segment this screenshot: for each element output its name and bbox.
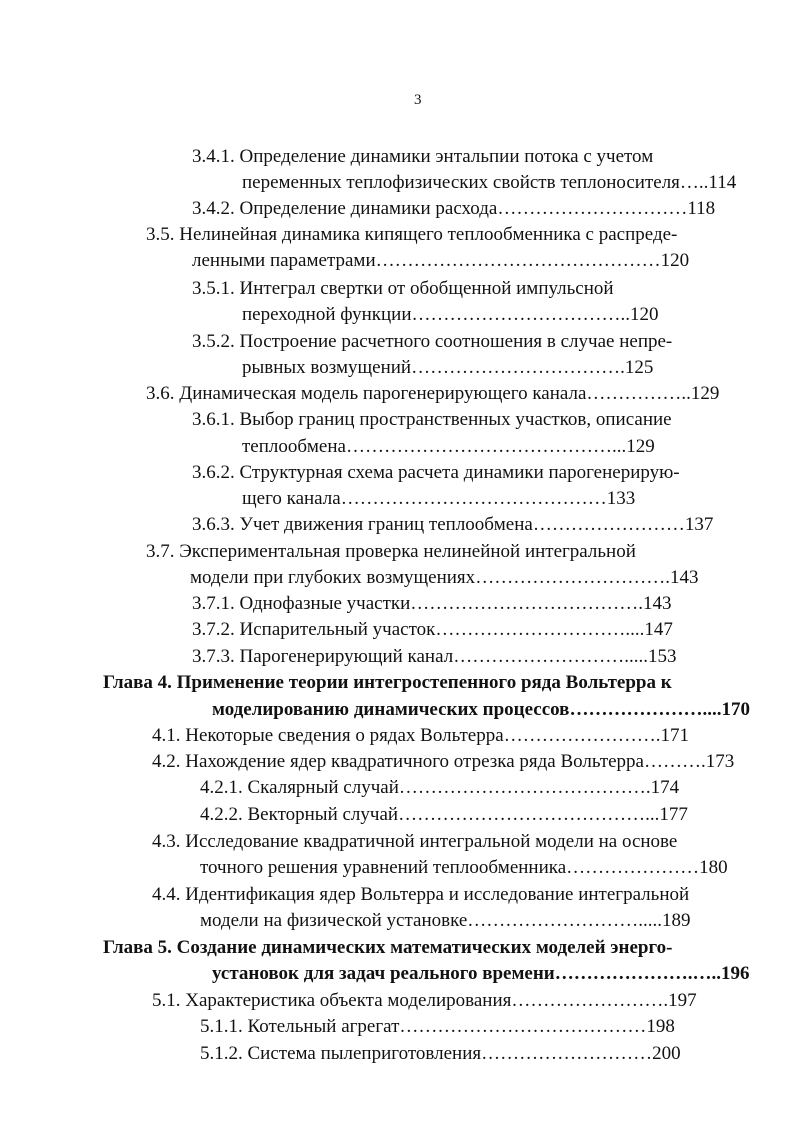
toc-page-ref: 120 [630,304,659,325]
toc-line [146,224,677,246]
toc-leader: ……………………. [511,990,669,1011]
toc-page-ref: 173 [705,751,735,772]
toc-title: 3.4.2. Определение динамики расхода [192,198,498,219]
toc-chapter-line [103,937,672,959]
toc-page-ref: 143 [643,593,672,614]
toc-leader: ………………………..... [467,910,663,931]
toc-title: 3.7. Экспериментальная проверка нелинейной интегральной [146,541,636,562]
toc-title: 3.6.2. Структурная схема расчета динамики парогенерирую- [192,462,680,483]
toc-title: 3.6. Динамическая модель парогенерирующего канала [146,383,587,404]
toc-line [200,1016,675,1038]
toc-leader: ……………………………………… [375,250,661,271]
toc-leader: ….. [679,172,709,193]
toc-page-ref: 143 [669,567,699,588]
toc-page-ref: 197 [668,990,697,1011]
toc-line [192,514,713,536]
toc-title: точного решения уравнений теплообменника [200,857,567,878]
toc-leader: ……………………………. [411,357,625,378]
toc-line [192,619,673,641]
toc-line [152,751,734,773]
toc-page-ref: 196 [720,963,750,984]
toc-title: 3.7.1. Однофазные участки [192,593,411,614]
toc-line [200,910,691,932]
toc-line [152,725,689,747]
toc-title: модели на физической установке [200,910,468,931]
toc-page-ref: 180 [699,857,728,878]
toc-title: модели при глубоких возмущениях [190,567,476,588]
toc-page-ref: 137 [684,514,714,535]
toc-title: 3.6.1. Выбор границ пространственных участков, описание [192,409,672,430]
toc-title: установок для задач реального времени [212,963,555,984]
toc-line [152,990,697,1012]
toc-title: 3.7.2. Испарительный участок [192,619,436,640]
toc-leader: …………………………………... [398,804,660,825]
toc-title: 3.5. Нелинейная динамика кипящего теплообменника с распреде- [146,224,678,245]
toc-line [146,541,636,563]
toc-title: 3.5.1. Интеграл свертки от обобщенной импульсной [192,278,614,299]
toc-page-ref: 114 [708,172,737,193]
toc-page-ref: 198 [646,1016,675,1037]
toc-chapter-line [103,672,672,694]
toc-page-ref: 129 [626,436,655,457]
toc-page-ref: 147 [644,619,673,640]
toc-page-ref: 171 [660,725,689,746]
toc-line [192,462,680,484]
toc-title: переходной функции [242,304,412,325]
toc-leader: ……………………… [481,1043,653,1064]
toc-line [192,409,672,431]
toc-title: 5.1. Характеристика объекта моделирования [152,990,512,1011]
toc-title: 5.1.2. Система пылеприготовления [200,1043,482,1064]
toc-leader: ………………….….. [554,963,721,984]
toc-line [242,488,635,510]
toc-page-ref: 118 [687,198,716,219]
toc-line [192,331,672,353]
toc-line [242,172,736,194]
toc-leader: ………………… [566,857,700,878]
toc-title: щего канала [242,488,341,509]
toc-line [192,593,672,615]
toc-leader: ………………………………… [399,1016,647,1037]
toc-chapter-line [212,963,749,985]
toc-title: 5.1.1. Котельный агрегат [200,1016,400,1037]
toc-page-ref: 125 [624,357,654,378]
toc-title: ленными параметрами [192,250,376,271]
toc-line [152,831,677,853]
toc-title: Глава 4. Применение теории интегростепенного ряда Вольтерра к [103,672,672,693]
toc-page-ref: 133 [606,488,636,509]
toc-line [192,250,689,272]
toc-title: теплообмена [242,436,346,457]
toc-line [200,777,679,799]
toc-line [242,304,659,326]
toc-page-ref: 120 [660,250,690,271]
toc-title: Глава 5. Создание динамических математических моделей энерго- [103,937,673,958]
toc-leader: …………….. [586,383,691,404]
toc-title: 3.4.1. Определение динамики энтальпии потока с учетом [192,146,654,167]
toc-line [146,383,719,405]
toc-title: 4.4. Идентификация ядер Вольтерра и исследование интегральной [152,884,690,905]
toc-leader: ……………………………………... [345,436,627,457]
toc-title: 4.2.2. Векторный случай [200,804,399,825]
toc-leader: …………………………………… [340,488,607,509]
toc-title: 3.6.3. Учет движения границ теплообмена [192,514,533,535]
toc-leader: …………………… [532,514,685,535]
page-number: 3 [414,92,422,108]
toc-title: моделированию динамических процессов [212,699,570,720]
toc-line [242,357,653,379]
toc-page-ref: 200 [652,1043,681,1064]
toc-title: переменных теплофизических свойств теплоносителя [242,172,680,193]
toc-title: 4.2. Нахождение ядер квадратичного отрезка ряда Вольтерра [152,751,644,772]
toc-title: рывных возмущений [242,357,412,378]
toc-line [200,1043,681,1065]
toc-line [192,646,676,668]
toc-title: 3.7.3. Парогенерирующий канал [192,646,454,667]
toc-line [200,857,728,879]
toc-leader: ………………………… [497,198,688,219]
toc-leader: …………………………………. [398,777,651,798]
toc-leader: …………………………….. [411,304,631,325]
toc-leader: …………………………. [475,567,670,588]
toc-leader: ………………………..... [453,646,648,667]
toc-title: 4.2.1. Скалярный случай [200,777,399,798]
toc-title: 4.1. Некоторые сведения о рядах Вольтерра [152,725,504,746]
toc-line [190,567,698,589]
toc-page-ref: 170 [721,699,750,720]
toc-page-ref: 153 [647,646,677,667]
toc-leader: ……………………. [503,725,661,746]
toc-leader: ………………………….... [435,619,645,640]
toc-line [192,278,614,300]
toc-line [200,804,688,826]
toc-leader: ………. [644,751,706,772]
toc-page-ref: 174 [650,777,680,798]
toc-page-ref: 129 [690,383,720,404]
toc-title: 4.3. Исследование квадратичной интегральной модели на основе [152,831,678,852]
toc-line [192,198,715,220]
toc-page-ref: 189 [662,910,691,931]
toc-line [192,146,653,168]
toc-line [242,436,655,458]
toc-chapter-line [212,699,750,721]
toc-page-ref: 177 [659,804,688,825]
toc-title: 3.5.2. Построение расчетного соотношения в случае непре- [192,331,673,352]
toc-line [152,884,689,906]
toc-leader: ………………….... [569,699,722,720]
toc-leader: ………………………………. [410,593,644,614]
